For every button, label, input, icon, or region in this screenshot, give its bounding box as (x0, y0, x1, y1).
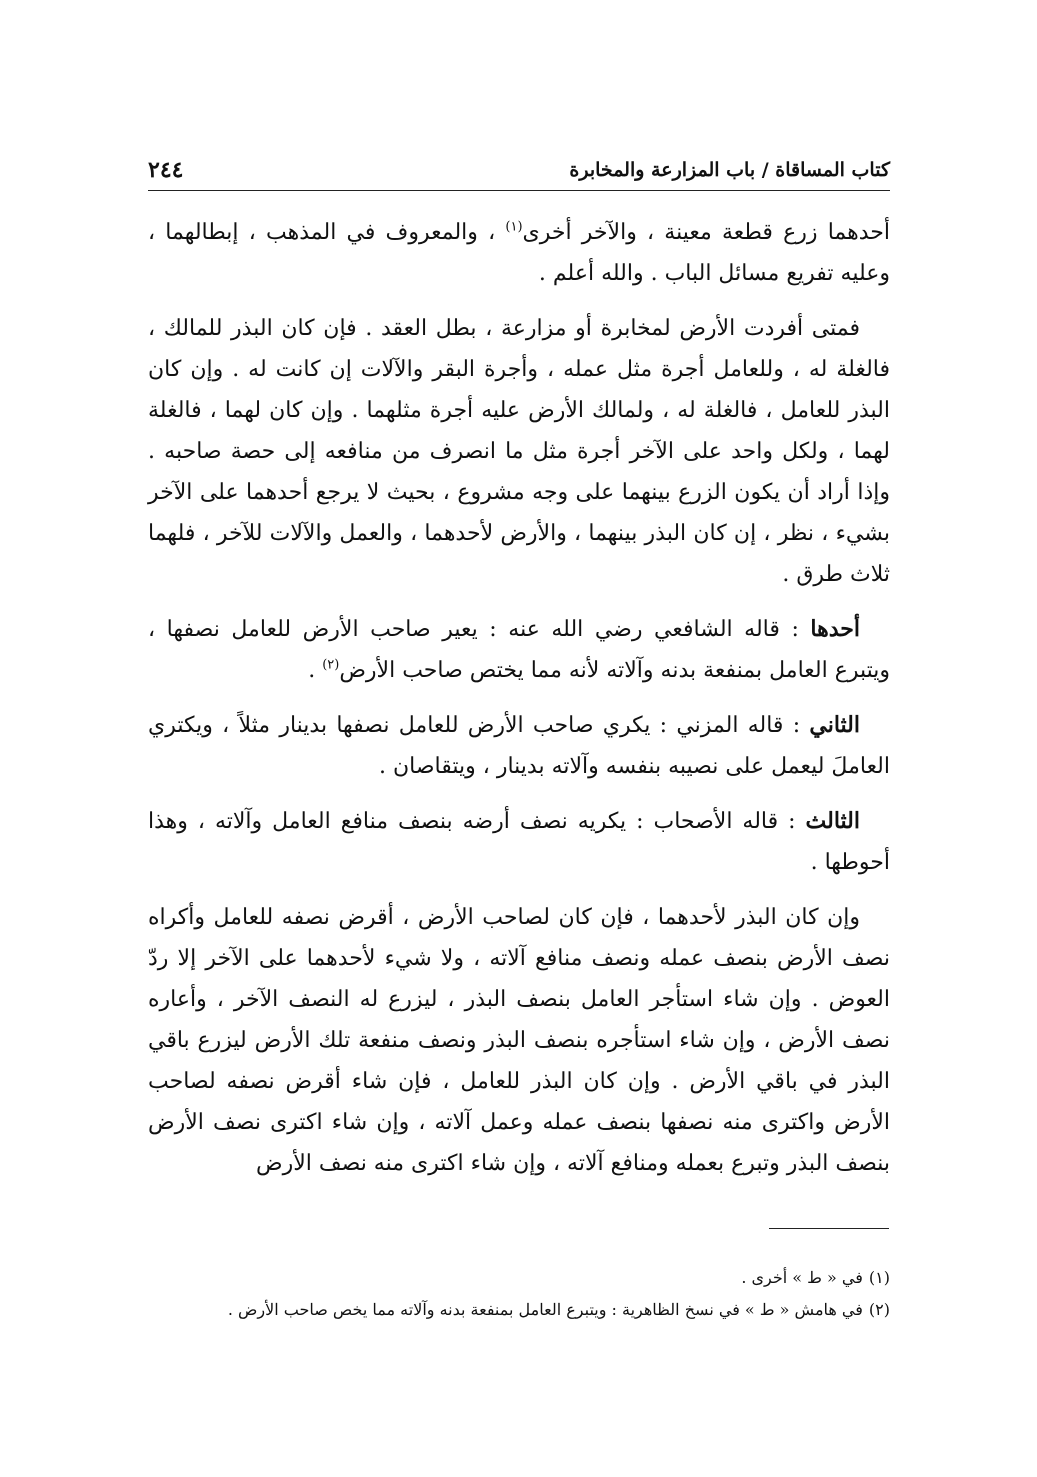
footnote-1-text: في « ط » أخرى . (741, 1268, 863, 1287)
paragraph-6: وإن كان البذر لأحدهما ، فإن كان لصاحب الأرض ، أقرض نصفه للعامل وأكراه نصف الأرض بنصف عمله ونصف منافع آلاته ، ولا شيء لأحدهما على الآخر إلا ردّ العوض . وإن شاء استأجر العامل بنصف البذر ، ليزرع له النصف الآخر ، وأعاره نصف الأرض ، وإن شاء استأجره بنصف البذر ونصف منفعة تلك الأرض ليزرع باقي البذر في باقي الأرض . وإن كان البذر للعامل ، فإن شاء أقرض نصفه لصاحب الأرض واكترى منه نصفها بنصف عمله وعمل آلاته ، وإن شاء اكترى نصف الأرض بنصف البذر وتبرع بعمله ومنافع آلاته ، وإن شاء اكترى منه نصف الأرض (148, 905, 890, 1176)
footnotes (148, 1262, 890, 1326)
footnote-1-number: (١) (868, 1268, 890, 1287)
main-text (148, 212, 890, 1198)
paragraph-3-text-b: . (308, 658, 323, 683)
paragraph-3-text-a: : قاله الشافعي رضي الله عنه : يعير صاحب الأرض للعامل نصفها ، ويتبرع العامل بمنفعة بدنه وآلاته لأنه مما يختص صاحب الأرض (148, 617, 890, 683)
page-header (148, 150, 890, 191)
footnote-2-text: في هامش « ط » في نسخ الظاهرية : ويتبرع العامل بمنفعة بدنه وآلاته مما يخص صاحب الأرض . (227, 1300, 863, 1319)
page-number: ٢٤٤ (148, 157, 184, 183)
paragraph-3 (148, 609, 890, 691)
running-title: كتاب المساقاة / باب المزارعة والمخابرة (569, 159, 890, 181)
paragraph-2: فمتى أفردت الأرض لمخابرة أو مزارعة ، بطل العقد . فإن كان البذر للمالك ، فالغلة له ، وللعامل أجرة مثل عمله ، وأجرة البقر والآلات إن كانت له . وإن كان البذر للعامل ، فالغلة له ، ولمالك الأرض عليه أجرة مثلهما . وإن كان لهما ، فالغلة لهما ، ولكل واحد على الآخر أجرة مثل ما انصرف من منافعه إلى حصة صاحبه . وإذا أراد أن يكون الزرع بينهما على وجه مشروع ، بحيث لا يرجع أحدهما على الآخر بشيء ، نظر ، إن كان البذر بينهما ، والأرض لأحدهما ، والعمل والآلات للآخر ، فلهما ثلاث طرق . (148, 316, 890, 587)
footnote-separator (769, 1228, 889, 1229)
paragraph-4 (148, 705, 890, 787)
paragraph-4-text: : قاله المزني : يكري صاحب الأرض للعامل نصفها بدينار مثلاً ، ويكتري العاملَ ليعمل على نصيبه بنفسه وآلاته بدينار ، ويتقاصان . (148, 713, 890, 779)
paragraph-3-lead: أحدها (810, 616, 860, 642)
paragraph-5 (148, 801, 890, 883)
footnote-2-number: (٢) (868, 1300, 890, 1319)
footnote-ref-2[interactable]: (٢) (322, 657, 340, 673)
footnote-ref-1[interactable]: (١) (505, 219, 523, 235)
paragraph-4-lead: الثاني (809, 712, 860, 738)
footnote-1 (148, 1262, 890, 1294)
footnote-2 (148, 1294, 890, 1326)
paragraph-5-lead: الثالث (805, 808, 860, 834)
paragraph-1-text-a: أحدهما زرع قطعة معينة ، والآخر أخرى (522, 220, 890, 245)
paragraph-1-text-b: ، والمعروف في المذهب ، إبطالهما ، وعليه تفريع مسائل الباب . والله أعلم . (148, 220, 890, 286)
paragraph-5-text: : قاله الأصحاب : يكريه نصف أرضه بنصف منافع العامل وآلاته ، وهذا أحوطها . (148, 809, 890, 875)
paragraph-1 (148, 212, 890, 294)
